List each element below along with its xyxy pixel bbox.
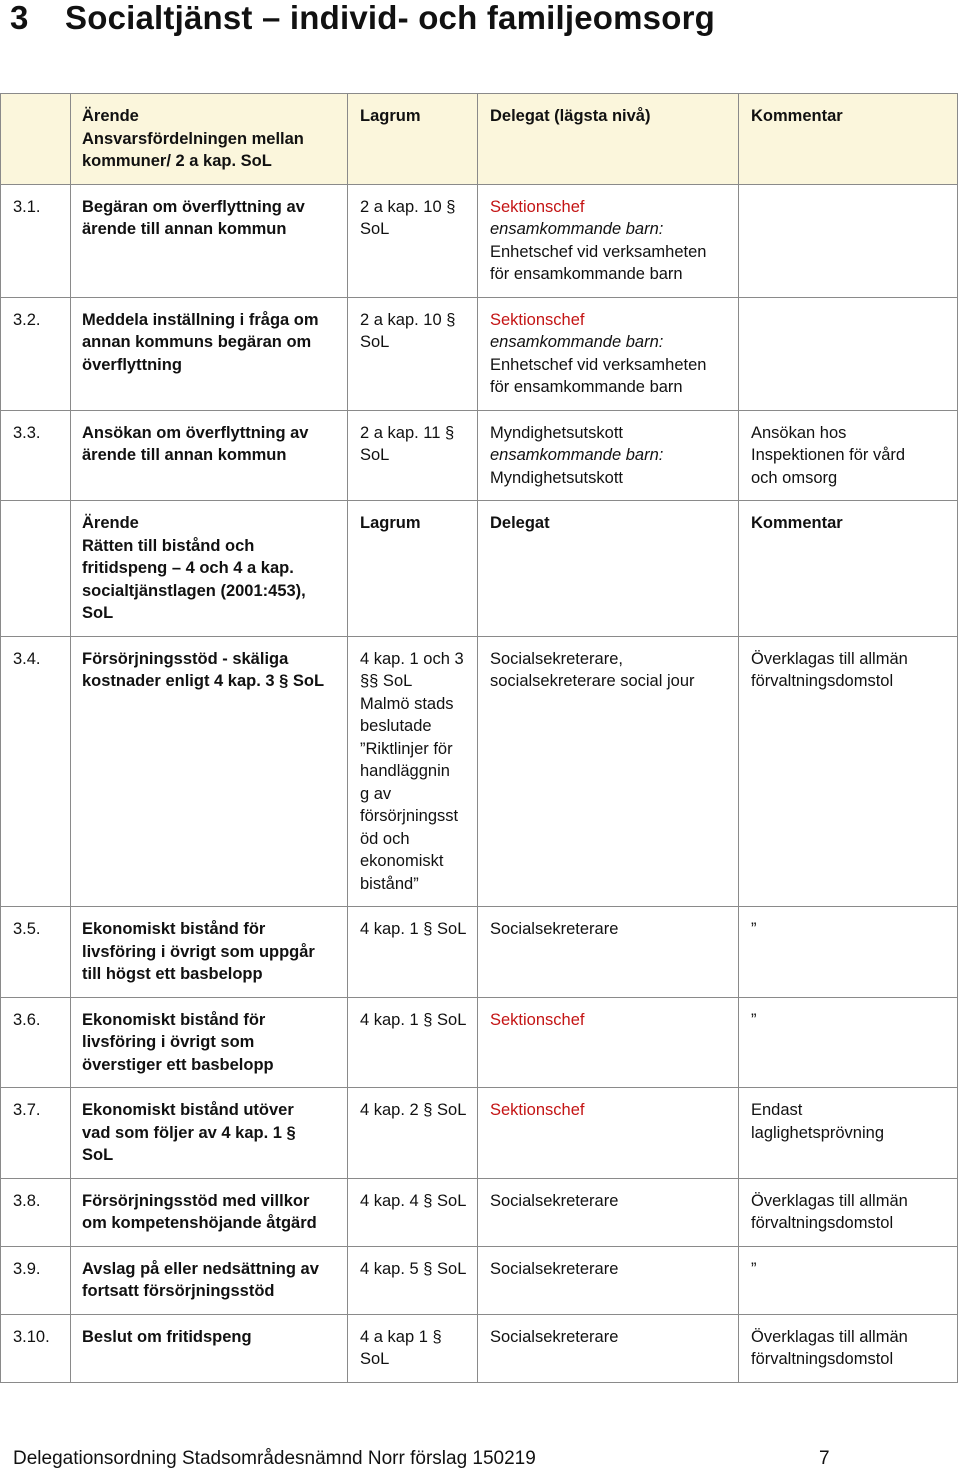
row-kommentar [739,184,958,297]
row-lagrum [348,1314,478,1382]
header-delegat-cell: Delegat (lägsta nivå) [478,94,739,185]
arende-text: Ekonomiskt bistånd för [82,920,266,938]
row-arende [71,410,348,501]
arende-text: vad som följer av 4 kap. 1 § [82,1123,296,1142]
lagrum-text: Malmö stads [360,694,454,713]
arende-text: Ansökan om överflyttning av [82,423,309,442]
delegat-text: för ensamkommande barn [490,265,683,283]
row-arende: Beslut om fritidspeng [71,1314,348,1382]
delegat-text: Myndighetsutskott [490,423,623,442]
header-arende-subtitle: Ansvarsfördelningen mellan [82,129,304,148]
row-delegat [478,297,739,410]
header-lagrum-cell: Lagrum [348,501,478,637]
arende-text: annan kommuns begäran om [82,333,312,351]
row-kommentar [739,410,958,501]
row-kommentar: ” [739,997,958,1088]
arende-text: Avslag på eller nedsättning av [82,1259,319,1278]
table-row [1,1246,958,1314]
kommentar-text: Endast [751,1101,803,1119]
row-arende [71,1178,348,1246]
lagrum-text: ekonomiskt [360,852,444,870]
row-number: 3.1. [1,184,71,297]
row-lagrum: 4 kap. 1 § SoL [348,907,478,998]
lagrum-text: g av [360,784,392,803]
arende-text: kostnader enligt 4 kap. 3 § SoL [82,672,325,690]
lagrum-text: SoL [360,446,390,464]
arende-text: överstiger ett basbelopp [82,1055,274,1074]
delegat-subheading: ensamkommande barn: [490,220,664,238]
arende-text: Försörjningsstöd - skäliga [82,649,289,668]
kommentar-text: Överklagas till allmän [751,1327,908,1346]
kommentar-text: Inspektionen för vård [751,446,906,464]
arende-text: Ekonomiskt bistånd för [82,1010,266,1029]
row-kommentar [739,1178,958,1246]
arende-text: livsföring i övrigt som uppgår [82,942,315,961]
header-num-cell [1,94,71,185]
header-arende-subtitle: fritidspeng – 4 och 4 a kap. [82,559,294,577]
header-arende-subtitle: kommuner/ 2 a kap. SoL [82,152,272,170]
lagrum-text: försörjningsst [360,807,459,825]
delegat-text: Sektionschef [490,197,585,216]
arende-text: fortsatt försörjningsstöd [82,1282,275,1300]
row-lagrum: 4 kap. 5 § SoL [348,1246,478,1314]
table-row [1,1178,958,1246]
table-row [1,297,958,410]
lagrum-text: SoL [360,333,390,351]
header-arende-cell [71,501,348,637]
row-kommentar [739,297,958,410]
delegat-text: Myndighetsutskott [490,468,623,487]
arende-text: livsföring i övrigt som [82,1033,255,1051]
delegat-text: socialsekreterare social jour [490,672,695,690]
row-number: 3.8. [1,1178,71,1246]
lagrum-text: 2 a kap. 10 § [360,310,456,329]
row-kommentar [739,1314,958,1382]
section-number: 3 [10,0,29,36]
page-number: 7 [819,1448,830,1469]
arende-text: om kompetenshöjande åtgärd [82,1214,317,1232]
kommentar-text: förvaltningsdomstol [751,672,894,690]
page-footer [13,1446,833,1471]
arende-text: ärende till annan kommun [82,220,287,238]
header-arende-subtitle: socialtjänstlagen (2001:453), [82,581,306,600]
table-header-row [1,501,958,637]
kommentar-text: förvaltningsdomstol [751,1350,894,1368]
row-delegat [478,410,739,501]
row-lagrum: 4 kap. 4 § SoL [348,1178,478,1246]
arende-text: Försörjningsstöd med villkor [82,1191,310,1210]
row-lagrum: 4 kap. 2 § SoL [348,1088,478,1179]
arende-text: till högst ett basbelopp [82,965,263,983]
header-num-cell [1,501,71,637]
row-number: 3.4. [1,636,71,907]
kommentar-text: och omsorg [751,468,838,487]
row-lagrum [348,410,478,501]
lagrum-text: handläggnin [360,762,450,780]
row-delegat [478,184,739,297]
table-row [1,1314,958,1382]
lagrum-text: SoL [360,220,390,238]
arende-text: överflyttning [82,355,182,374]
delegat-subheading: ensamkommande barn: [490,333,664,351]
row-kommentar [739,1088,958,1179]
row-arende [71,297,348,410]
row-delegat: Socialsekreterare [478,1246,739,1314]
delegat-subheading: ensamkommande barn: [490,446,664,464]
row-number: 3.10. [1,1314,71,1382]
delegat-text: Sektionschef [490,310,585,329]
row-arende [71,184,348,297]
row-delegat: Socialsekreterare [478,1178,739,1246]
lagrum-text: 4 a kap 1 § [360,1327,442,1346]
lagrum-text: beslutade [360,717,432,735]
kommentar-text: förvaltningsdomstol [751,1214,894,1232]
row-number: 3.7. [1,1088,71,1179]
row-kommentar [739,636,958,907]
table-row [1,907,958,998]
row-delegat: Socialsekreterare [478,1314,739,1382]
kommentar-text: Överklagas till allmän [751,649,908,668]
header-arende-subtitle: SoL [82,604,114,622]
footer-text: Delegationsordning Stadsområdesnämnd Norr förslag 150219 [13,1448,536,1469]
lagrum-text: öd och [360,829,410,848]
section-title: Socialtjänst – individ- och familjeomsorg [65,0,715,36]
row-lagrum [348,184,478,297]
lagrum-text: bistånd” [360,874,419,893]
header-arende-cell [71,94,348,185]
arende-text: SoL [82,1146,114,1164]
lagrum-text: ”Riktlinjer för [360,739,453,758]
delegat-text: Socialsekreterare, [490,649,623,668]
arende-text: ärende till annan kommun [82,446,287,464]
delegat-text: för ensamkommande barn [490,378,683,396]
table-row [1,1088,958,1179]
header-lagrum-cell: Lagrum [348,94,478,185]
row-number: 3.9. [1,1246,71,1314]
row-arende [71,997,348,1088]
row-delegat: Sektionschef [478,1088,739,1179]
kommentar-text: Överklagas till allmän [751,1191,908,1210]
row-arende [71,636,348,907]
kommentar-text: laglighetsprövning [751,1123,885,1142]
arende-text: Begäran om överflyttning av [82,197,305,216]
row-number: 3.5. [1,907,71,998]
row-lagrum [348,297,478,410]
section-heading [10,0,715,36]
row-arende [71,907,348,998]
lagrum-text: 2 a kap. 11 § [360,423,455,442]
table-header-row [1,94,958,185]
lagrum-text: 4 kap. 1 och 3 [360,649,464,668]
arende-text: Meddela inställning i fråga om [82,310,319,329]
row-kommentar: ” [739,907,958,998]
row-lagrum [348,636,478,907]
table-row [1,410,958,501]
row-delegat: Socialsekreterare [478,907,739,998]
row-arende [71,1246,348,1314]
row-kommentar: ” [739,1246,958,1314]
delegat-text: Enhetschef vid verksamheten [490,242,707,261]
row-lagrum: 4 kap. 1 § SoL [348,997,478,1088]
row-number: 3.2. [1,297,71,410]
delegat-text: Enhetschef vid verksamheten [490,355,707,374]
header-arende-subtitle: Rätten till bistånd och [82,536,255,555]
table-row [1,636,958,907]
row-delegat [478,636,739,907]
table-row [1,184,958,297]
lagrum-text: §§ SoL [360,672,413,690]
header-arende-label: Ärende [82,514,139,532]
lagrum-text: SoL [360,1350,390,1368]
row-number: 3.6. [1,997,71,1088]
arende-text: Ekonomiskt bistånd utöver [82,1101,294,1119]
table-row [1,997,958,1088]
delegation-table [0,93,958,1383]
kommentar-text: Ansökan hos [751,423,847,442]
row-number: 3.3. [1,410,71,501]
row-arende [71,1088,348,1179]
lagrum-text: 2 a kap. 10 § [360,197,456,216]
header-arende-label: Ärende [82,107,139,125]
header-delegat-cell: Delegat [478,501,739,637]
header-kommentar-cell: Kommentar [739,94,958,185]
header-kommentar-cell: Kommentar [739,501,958,637]
row-delegat: Sektionschef [478,997,739,1088]
